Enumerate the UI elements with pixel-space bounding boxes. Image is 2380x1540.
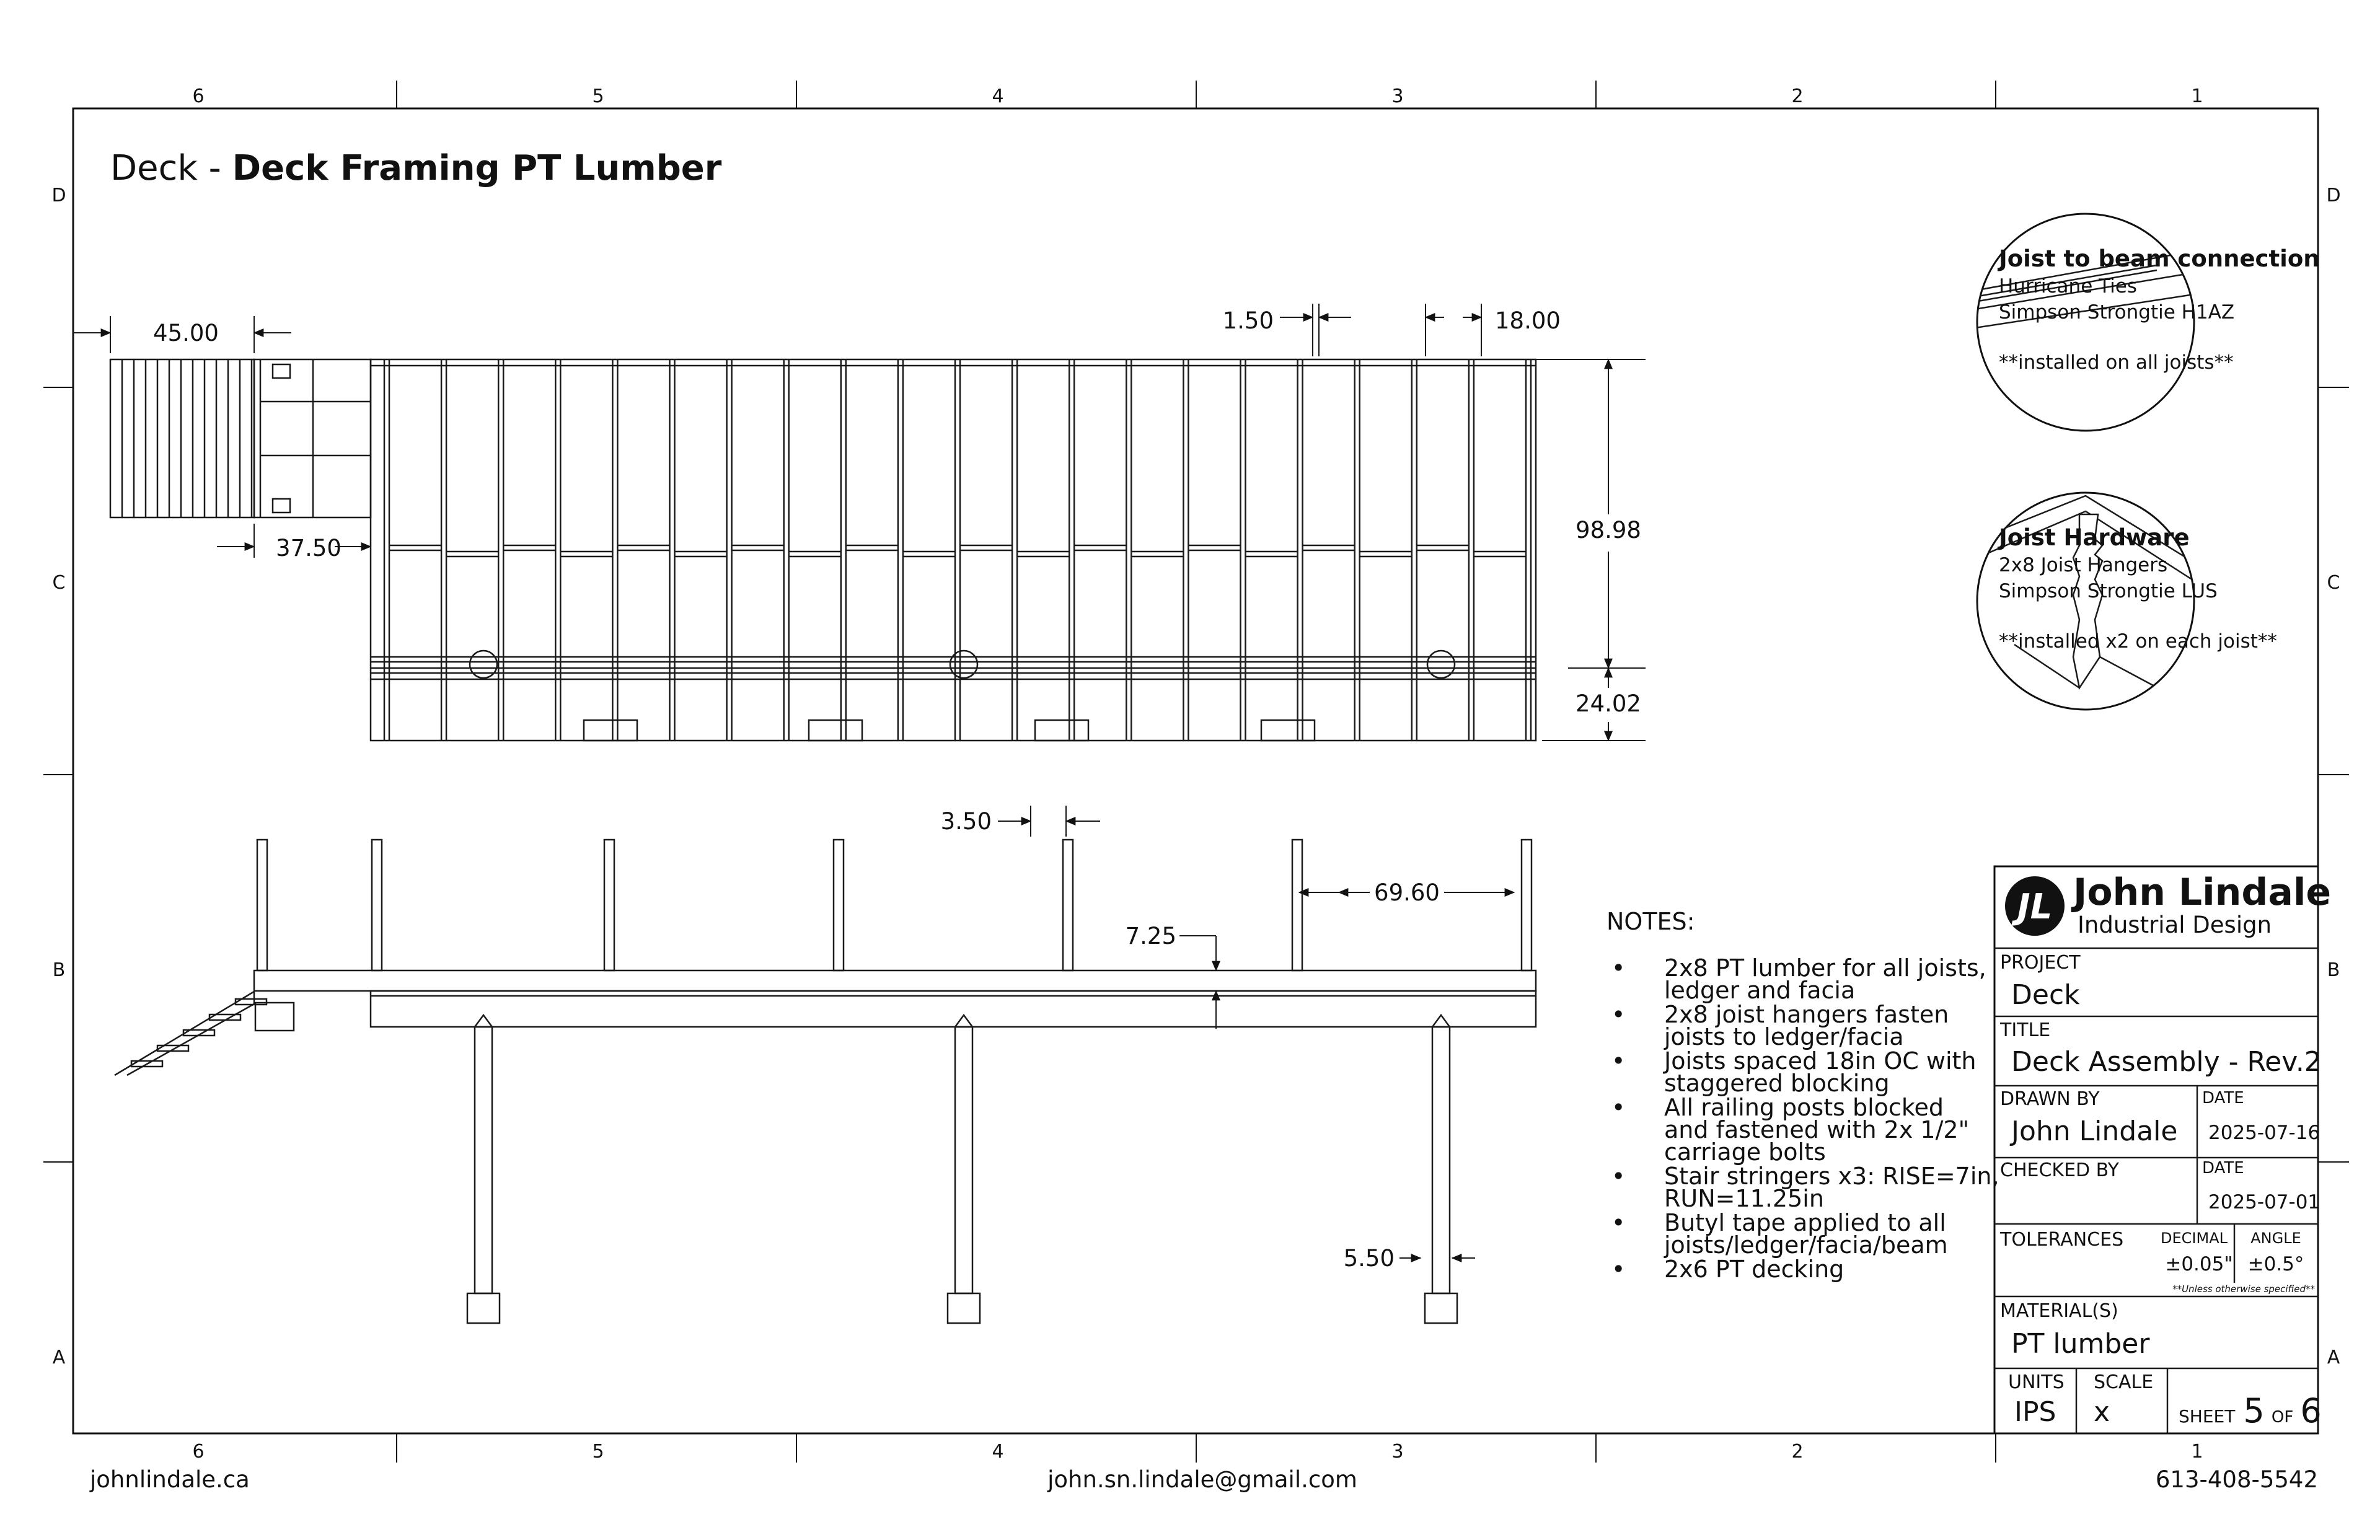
zone-column-label-top: 6 — [192, 86, 205, 107]
angle-label: ANGLE — [2250, 1230, 2301, 1247]
elevation-view — [115, 840, 1536, 1323]
detail-texts — [1997, 245, 2320, 653]
joists — [384, 359, 1531, 741]
stair-tread-lines — [122, 359, 252, 517]
note-line: joists/ledger/facia/beam — [1664, 1231, 1948, 1259]
detail2-title: Joist Hardware — [1999, 524, 2190, 551]
post-circle-right — [1427, 651, 1455, 678]
dim-post-spacing: 69.60 — [1374, 879, 1440, 906]
railing-post — [604, 840, 614, 970]
post-cap — [1432, 1015, 1450, 1027]
plan-dimensions — [73, 304, 1646, 741]
zone-row-label-right: A — [2327, 1347, 2340, 1368]
zone-column-label-bottom: 1 — [2191, 1441, 2203, 1463]
zone-row-label-left: D — [51, 185, 66, 206]
company-subtitle: Industrial Design — [2078, 912, 2272, 938]
zone-column-label-bottom: 4 — [992, 1441, 1004, 1463]
landing-post-top — [273, 364, 290, 378]
dim-deck-depth: 98.98 — [1576, 517, 1641, 543]
support-post — [955, 1027, 972, 1293]
detail2-line1: 2x8 Joist Hangers — [1999, 554, 2168, 576]
support-posts — [467, 1015, 1457, 1323]
drawing-title — [110, 148, 722, 188]
drawn-by-label: DRAWN BY — [2000, 1088, 2100, 1110]
footing-plan-4 — [1261, 720, 1315, 741]
landing-footing — [255, 1003, 294, 1031]
railing-post — [372, 840, 382, 970]
note-line: ledger and facia — [1664, 977, 1856, 1004]
title-value: Deck Assembly - Rev.2 — [2011, 1046, 2322, 1078]
title-block — [1994, 866, 2331, 1433]
detail1-line1: Hurricane Ties — [1999, 275, 2137, 297]
notes-heading: NOTES: — [1606, 908, 1695, 935]
support-post — [1432, 1027, 1450, 1293]
note-line: 2x8 joist hangers fasten — [1664, 1001, 1949, 1028]
footing-plan-3 — [1035, 720, 1088, 741]
detail1-title: Joist to beam connection — [1999, 245, 2320, 272]
zone-row-label-right: D — [2326, 185, 2341, 206]
note-line: joists to ledger/facia — [1664, 1023, 1904, 1050]
dim-support-post-width: 5.50 — [1343, 1245, 1395, 1272]
plan-dimension-labels — [153, 307, 1641, 717]
project-value: Deck — [2011, 979, 2080, 1011]
elevation-dimension-labels — [941, 808, 1440, 1272]
post-cap — [955, 1015, 972, 1027]
notes-block — [1606, 908, 1999, 1283]
zone-column-label-top: 2 — [1791, 86, 1804, 107]
checked-by-label: CHECKED BY — [2000, 1159, 2119, 1181]
dim-beam-setback: 24.02 — [1576, 690, 1641, 717]
zone-column-label-top: 5 — [592, 86, 604, 107]
zone-column-label-bottom: 5 — [592, 1441, 604, 1463]
footer — [89, 1466, 2318, 1493]
stair-treads — [110, 359, 254, 517]
tolerance-note: **Unless otherwise specified** — [2172, 1283, 2315, 1295]
zone-column-label-top: 3 — [1391, 86, 1404, 107]
railing-posts — [257, 840, 1532, 970]
units-label: UNITS — [2008, 1371, 2065, 1393]
checked-date-value: 2025-07-01 — [2208, 1191, 2320, 1213]
post-circle-left — [470, 651, 497, 678]
units-value: IPS — [2014, 1396, 2056, 1428]
scale-label: SCALE — [2094, 1371, 2154, 1393]
note-line: 2x6 PT decking — [1664, 1256, 1844, 1283]
post-circle-middle — [950, 651, 977, 678]
dim-post-width: 3.50 — [940, 808, 992, 835]
project-label: PROJECT — [2000, 952, 2081, 974]
railing-post — [834, 840, 844, 970]
landing-post-bottom — [273, 499, 290, 513]
concrete-footing — [1425, 1293, 1457, 1323]
drawn-by-value: John Lindale — [2011, 1115, 2178, 1147]
note-line: Joists spaced 18in OC with — [1664, 1047, 1977, 1075]
sheet-label: SHEET — [2179, 1406, 2236, 1427]
drawn-date-label: DATE — [2202, 1089, 2244, 1107]
drawn-date-value: 2025-07-16 — [2208, 1122, 2320, 1144]
railing-post — [1063, 840, 1073, 970]
footing-plan-1 — [584, 720, 637, 741]
detail1-line2: Simpson Strongtie H1AZ — [1999, 301, 2235, 323]
note-bullet: • — [1611, 1094, 1626, 1121]
note-line: Butyl tape applied to all — [1664, 1209, 1946, 1236]
note-line: All railing posts blocked — [1664, 1094, 1944, 1121]
title-label: TITLE — [2000, 1019, 2051, 1041]
railing-post — [1522, 840, 1532, 970]
company-name: John Lindale — [2073, 871, 2332, 914]
zone-column-label-top: 1 — [2191, 86, 2203, 107]
zone-row-label-left: C — [52, 572, 66, 594]
note-bullet: • — [1611, 1047, 1626, 1075]
deck-surface — [254, 970, 1536, 991]
footer-website: johnlindale.ca — [90, 1466, 250, 1493]
note-line: staggered blocking — [1664, 1070, 1890, 1097]
note-line: carriage bolts — [1664, 1138, 1826, 1166]
decimal-value: ±0.05" — [2165, 1253, 2233, 1275]
dim-joist-depth: 7.25 — [1125, 923, 1176, 949]
note-line: and fastened with 2x 1/2" — [1664, 1116, 1970, 1143]
zone-row-label-right: C — [2327, 572, 2340, 594]
note-line: 2x8 PT lumber for all joists, — [1664, 954, 1986, 982]
drawing-title-prefix: Deck - — [110, 148, 232, 188]
company-logo-letters: JL — [2017, 887, 2053, 927]
railing-post — [1292, 840, 1302, 970]
zone-row-label-right: B — [2327, 959, 2340, 981]
zone-column-label-top: 4 — [992, 86, 1004, 107]
note-bullet: • — [1611, 1001, 1626, 1028]
dim-joist-spacing: 18.00 — [1495, 307, 1561, 334]
note-bullet: • — [1611, 1163, 1626, 1190]
zone-column-label-bottom: 2 — [1791, 1441, 1804, 1463]
angle-value: ±0.5° — [2247, 1253, 2304, 1275]
concrete-footing — [948, 1293, 980, 1323]
drawing-title-bold: Deck Framing PT Lumber — [232, 148, 722, 188]
sheet-total: 6 — [2300, 1391, 2322, 1430]
hurricane-tie — [1828, 253, 1906, 366]
elevation-dimensions — [998, 806, 1514, 1258]
of-label: OF — [2271, 1408, 2294, 1427]
concrete-footing — [467, 1293, 500, 1323]
sheet-border — [73, 108, 2318, 1433]
note-line: Stair stringers x3: RISE=7in, — [1664, 1163, 1999, 1190]
detail2-line2: Simpson Strongtie LUS — [1999, 580, 2218, 602]
support-post — [475, 1027, 492, 1293]
material-label: MATERIAL(S) — [2000, 1300, 2118, 1322]
checked-date-label: DATE — [2202, 1159, 2244, 1177]
zone-column-label-bottom: 3 — [1391, 1441, 1404, 1463]
material-value: PT lumber — [2011, 1328, 2150, 1360]
note-bullet: • — [1611, 1256, 1626, 1283]
note-line: RUN=11.25in — [1664, 1185, 1824, 1212]
post-cap — [475, 1015, 492, 1027]
zone-column-label-bottom: 6 — [192, 1441, 205, 1463]
note-bullet: • — [1611, 1209, 1626, 1236]
footer-phone: 613-408-5542 — [2155, 1466, 2318, 1493]
sheet-number: 5 — [2243, 1391, 2265, 1430]
dim-stair-offset: 37.50 — [276, 535, 342, 561]
tolerances-label: TOLERANCES — [2000, 1229, 2124, 1251]
dim-stair-width: 45.00 — [153, 320, 219, 346]
note-bullet: • — [1611, 954, 1626, 982]
detail2-note: **installed x2 on each joist** — [1999, 630, 2277, 653]
detail1-note: **installed on all joists** — [1999, 351, 2234, 374]
footing-plan-2 — [809, 720, 862, 741]
railing-post — [257, 840, 267, 970]
footer-email: john.sn.lindale@gmail.com — [1047, 1466, 1357, 1493]
zone-row-label-left: A — [52, 1347, 66, 1368]
scale-value: x — [2094, 1396, 2110, 1428]
zone-row-label-left: B — [52, 959, 66, 981]
decimal-label: DECIMAL — [2161, 1230, 2228, 1247]
stair-stringer — [115, 992, 254, 1075]
sheet-indicator — [2179, 1391, 2322, 1430]
dim-blocking-thickness: 1.50 — [1222, 307, 1274, 334]
